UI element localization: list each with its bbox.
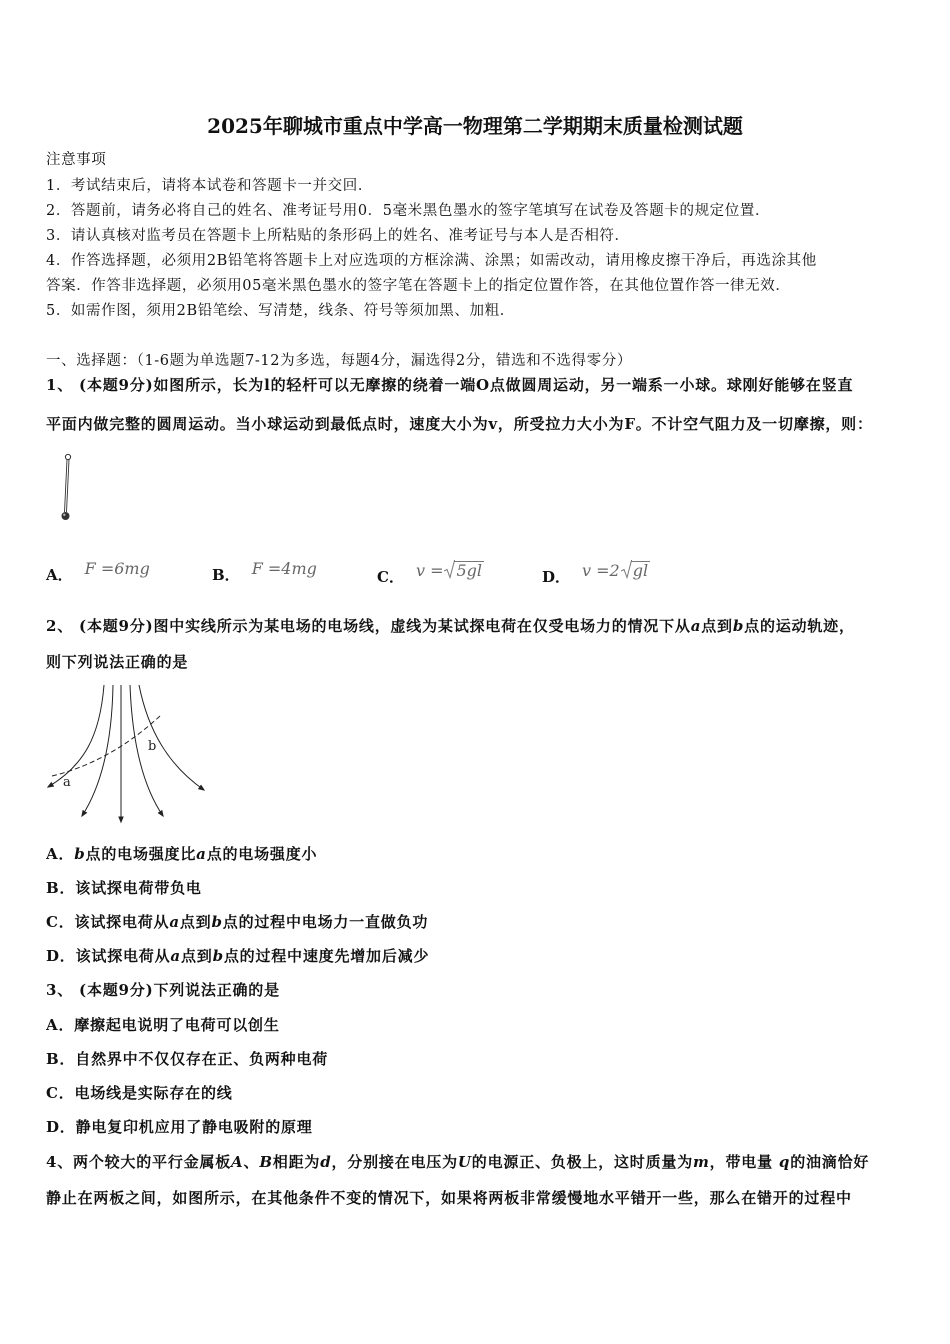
text-segment: ，分别接在电压为 (331, 1153, 458, 1171)
notice-line-5: 5．如需作图，须用2B铅笔绘、写清楚，线条、符号等须加黑、加粗． (46, 303, 515, 319)
q2-electric-field-figure (40, 680, 215, 830)
notice-line-4-cont: 答案．作答非选择题，必须用05毫米黑色墨水的签字笔在答题卡上的指定位置作答，在其他位置作答一律无效． (46, 278, 791, 294)
notice-line-3: 3．请认真核对监考员在答题卡上所粘贴的条形码上的姓名、准考证号与本人是否相符． (46, 228, 630, 244)
text-segment: 点到 (179, 913, 212, 931)
formula-lhs: v =2 (582, 561, 620, 580)
point-a-symbol: a (170, 947, 181, 965)
q2-option-b: B．该试探电荷带负电 (46, 879, 202, 897)
q1-option-b (212, 559, 317, 585)
notice-line-4: 4．作答选择题，必须用2B铅笔将答题卡上对应选项的方框涂满、涂黑；如需改动，请用橡皮擦干净后，再选涂其他 (46, 253, 817, 269)
field-line-5 (139, 685, 204, 790)
field-line-1 (48, 685, 104, 787)
q3-option-b: B．自然界中不仅仅存在正、负两种电荷 (46, 1050, 329, 1068)
mass-symbol: m (693, 1153, 710, 1171)
text-segment: A． (46, 845, 75, 863)
charge-symbol: q (778, 1153, 791, 1171)
formula: F =6mg (84, 559, 150, 578)
text-segment: 4、两个较大的平行金属板 (46, 1153, 232, 1171)
ball-highlight (63, 514, 65, 516)
option-label: B． (212, 566, 240, 584)
plate-a-symbol: A (231, 1153, 244, 1171)
plate-b-symbol: B (259, 1153, 273, 1171)
option-label: A． (46, 566, 73, 584)
q4-stem-line-1 (46, 1152, 869, 1172)
point-b-symbol: b (732, 617, 745, 635)
text-segment: 的油滴恰好 (790, 1153, 870, 1171)
pivot-point (65, 454, 70, 459)
text-segment: 2、 (本题9分)图中实线所示为某电场的电场线，虚线为某试探电荷在仅受电场力的情况下从 (46, 617, 691, 635)
q3-stem: 3、 (本题9分)下列说法正确的是 (46, 981, 280, 999)
point-b-symbol: b (211, 913, 223, 931)
q2-stem-line-2: 则下列说法正确的是 (46, 653, 189, 671)
text-segment: C．该试探电荷从 (46, 913, 170, 931)
notice-line-2: 2．答题前，请务必将自己的姓名、准考证号用0．5毫米黑色墨水的签字笔填写在试卷及答题卡的规定位置． (46, 203, 771, 219)
point-a-symbol: a (196, 845, 207, 863)
text-segment: 、 (243, 1153, 260, 1171)
formula-lhs: v = (415, 561, 444, 580)
q2-option-c (46, 912, 428, 932)
q2-option-a (46, 844, 317, 864)
text-segment: D．该试探电荷从 (46, 947, 171, 965)
text-segment: 点的运动轨迹， (744, 617, 855, 635)
q4-stem-line-2: 静止在两板之间，如图所示，在其他条件不变的情况下，如果将两板非常缓慢地水平错开一些，那么在错开的过程中 (46, 1189, 852, 1207)
text-segment: 点的过程中电场力一直做负功 (222, 913, 429, 931)
point-b-symbol: b (212, 947, 224, 965)
text-segment: 点的电场强度比 (85, 845, 197, 863)
text-segment: 点的过程中速度先增加后减少 (223, 947, 430, 965)
ball (62, 512, 70, 520)
q3-option-c: C．电场线是实际存在的线 (46, 1084, 233, 1102)
distance-symbol: d (320, 1153, 332, 1171)
radicand: 5gl (456, 561, 483, 580)
text-segment: 点到 (701, 617, 733, 635)
q1-option-a (46, 559, 150, 585)
q3-option-a: A．摩擦起电说明了电荷可以创生 (46, 1016, 280, 1034)
trajectory-dashed-line (52, 716, 160, 776)
q1-option-c (377, 561, 484, 587)
figure-label-b: b (148, 739, 157, 754)
q2-option-d (46, 946, 429, 966)
field-line-4 (130, 685, 163, 816)
figure-label-a: a (63, 775, 71, 790)
text-segment: 点的电场强度小 (206, 845, 318, 863)
formula: F =4mg (251, 559, 317, 578)
text-segment: 的电源正、负极上，这时质量为 (471, 1153, 693, 1171)
point-a-symbol: a (169, 913, 180, 931)
q1-stem-line-2: 平面内做完整的圆周运动。当小球运动到最低点时，速度大小为v，所受拉力大小为F。不计空气阻力及一切摩擦，则： (46, 415, 873, 433)
notice-line-1: 1．考试结束后，请将本试卷和答题卡一并交回． (46, 178, 373, 194)
q3-option-d: D．静电复印机应用了静电吸附的原理 (46, 1118, 313, 1136)
voltage-symbol: U (457, 1153, 472, 1171)
radicand: gl (632, 561, 649, 580)
point-a-symbol: a (690, 617, 702, 635)
section-heading: 一、选择题：（1-6题为单选题7-12为多选，每题4分，漏选得2分，错选和不选得零分） (46, 353, 632, 369)
text-segment: ，带电量 (709, 1153, 779, 1171)
q1-stem-line-1: 1、 (本题9分)如图所示，长为l的轻杆可以无摩擦的绕着一端O点做圆周运动，另一端系一小球。球刚好能够在竖直 (46, 376, 854, 394)
q2-stem-line-1 (46, 616, 855, 636)
q1-option-d (542, 561, 650, 587)
notice-heading: 注意事项 (46, 152, 107, 168)
text-segment: 相距为 (272, 1153, 321, 1171)
option-label: D． (542, 568, 571, 586)
text-segment: 点到 (180, 947, 213, 965)
formula (416, 561, 484, 580)
formula (582, 561, 650, 580)
point-b-symbol: b (74, 845, 86, 863)
q1-pendulum-figure (54, 450, 80, 525)
option-label: C． (377, 568, 404, 586)
page-title: 2025年聊城市重点中学高一物理第二学期期末质量检测试题 (207, 114, 743, 138)
